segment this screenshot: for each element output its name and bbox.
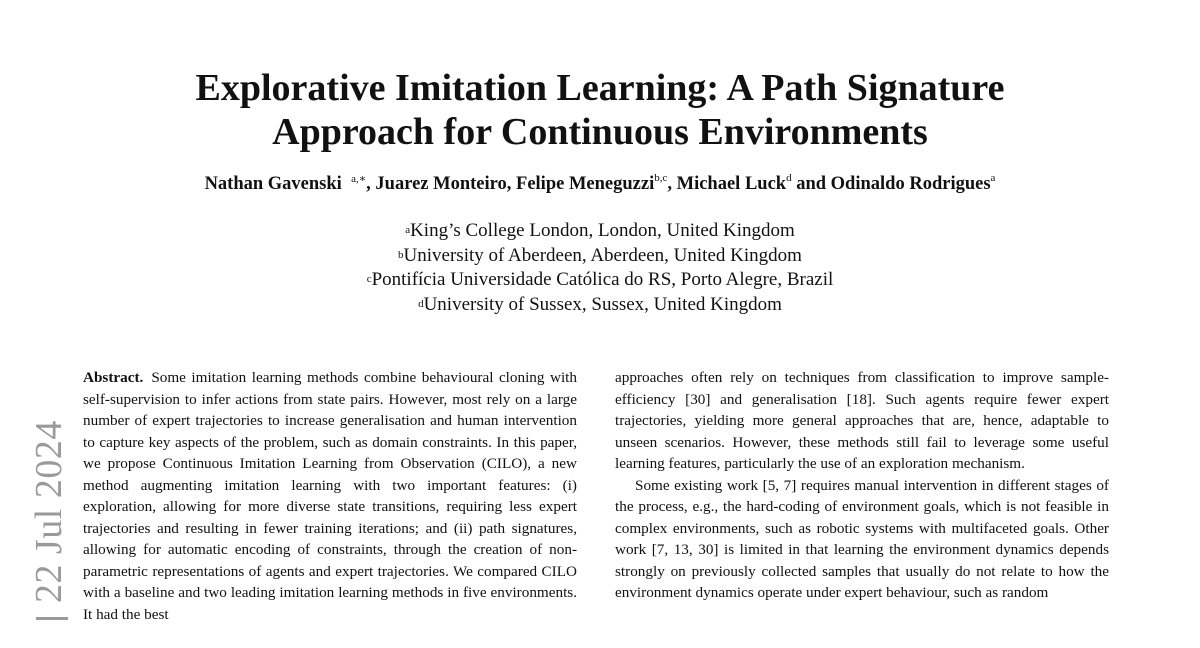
author: Odinaldo Rodrigues$^a$	[830, 172, 996, 194]
arxiv-date: 22 Jul 2024	[28, 420, 70, 603]
arxiv-divider	[36, 617, 68, 620]
author: Felipe Meneguzzi$^{b,c}$,	[516, 172, 677, 194]
title-line-2: Approach for Continuous Environments	[272, 111, 928, 153]
arxiv-side-stamp	[27, 420, 71, 620]
abstract-label: Abstract.	[83, 369, 144, 386]
abstract-column	[83, 367, 577, 625]
abstract-paragraph	[83, 367, 577, 625]
author-list	[0, 174, 1200, 195]
affiliation: $^d$University of Sussex, Sussex, United Kingdom	[418, 293, 782, 315]
affiliation: $^c$Pontifícia Universidade Católica do RS, Porto Alegre, Brazil	[366, 269, 834, 290]
abstract-text: Some imitation learning methods combine behavioural cloning with self-supervision to infer actions from state pairs. However, most rely on a large number of expert trajectories to increase generalisation and human intervention to capture key aspects of the problem, such as domain constraints. In this paper, we propose Continuous Imitation Learning from Observation (CILO), a new method augmenting imitation learning with two important features: (i) exploration, allowing for more diverse state transitions, requiring less expert trajectories and resulting in fewer training iterations; and (ii) path signatures, allowing for automatic encoding of constraints, through the creation of non-parametric representations of agents and expert trajectories. We compared CILO with a baseline and two leading imitation learning methods in five environments. It had the best	[83, 369, 577, 623]
affiliation: $^a$King’s College London, London, United Kingdom	[405, 220, 795, 241]
intro-paragraph-1: approaches often rely on techniques from classification to improve sample-efficiency [30] and generalisation [18]. Such agents require fewer expert trajectories, yielding more general approaches that are, hence, adaptable to unseen scenarios. However, these methods still fail to leverage some useful learning features, particularly the use of an exploration mechanism.	[615, 369, 1109, 472]
intro-paragraph-2: Some existing work [5, 7] requires manual intervention in different stages of the process, e.g., the hard-coding of environment goals, which is not feasible in complex environments, such as robotic systems with multifaceted goals. Other work [7, 13, 30] is limited in that learning the environment dynamics depends strongly on previously collected samples that usually do not relate to how the environment dynamics operate under expert behaviour, such as random	[615, 476, 1109, 601]
intro-column	[615, 367, 1109, 604]
author: Michael Luck$^d$ and	[676, 172, 831, 194]
paper-title	[0, 66, 1200, 154]
author: Juarez Monteiro,	[375, 174, 517, 194]
author: Nathan Gavenski $^{a,∗}$,	[204, 173, 376, 194]
affiliation: $^b$University of Aberdeen, Aberdeen, United Kingdom	[398, 244, 802, 266]
affiliation-list	[0, 219, 1200, 317]
title-line-1: Explorative Imitation Learning: A Path Signature	[195, 67, 1005, 109]
